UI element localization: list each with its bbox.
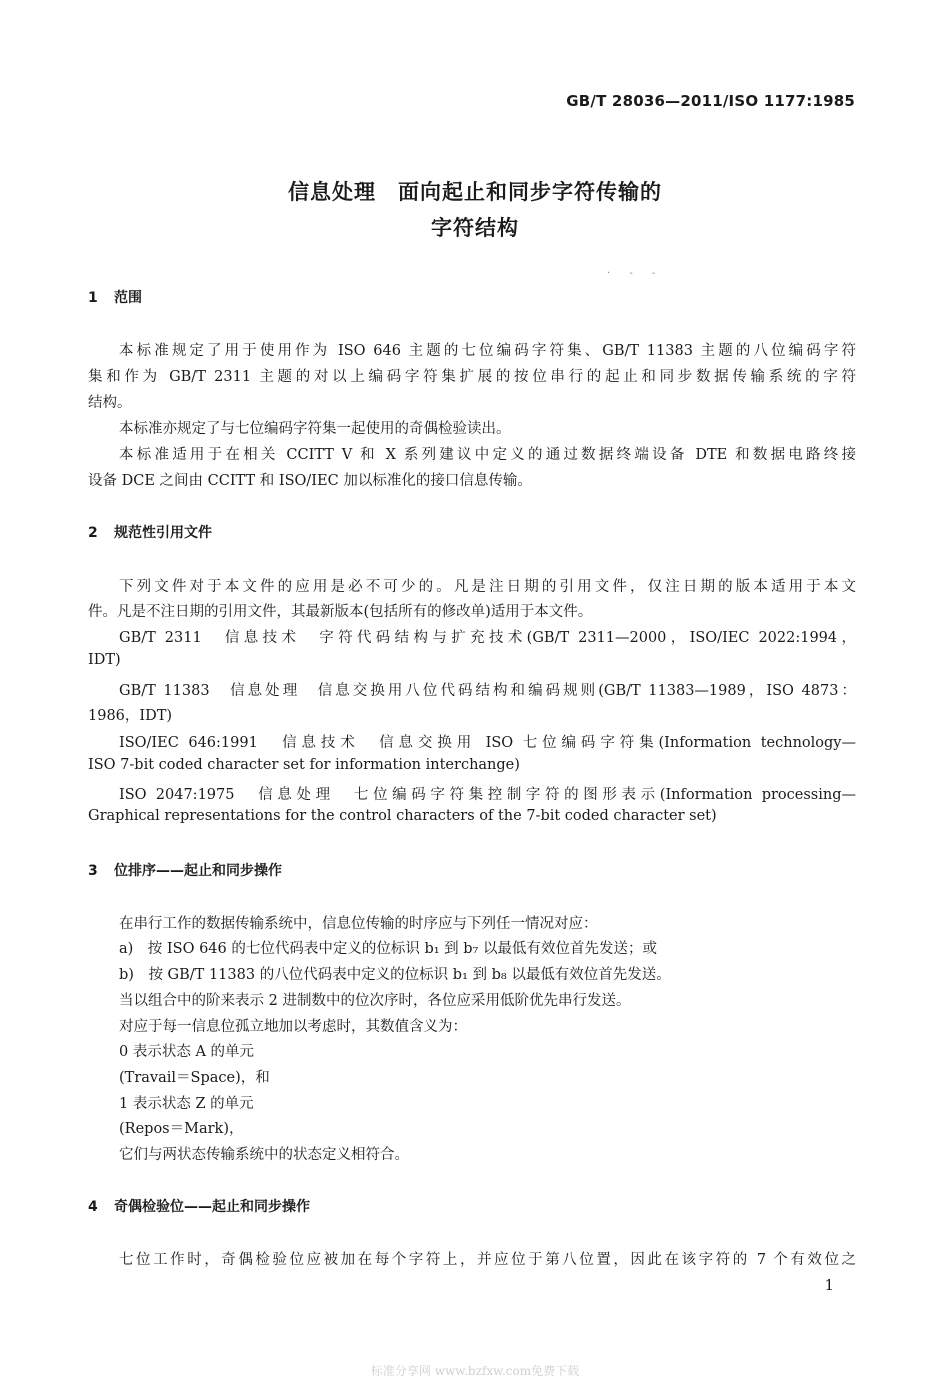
s3-line-5: 对应于每一信息位孤立地加以考虑时，其数值含义为： [119,1019,467,1035]
s4-line-1: 七位工作时，奇偶检验位应被加在每个字符上，并应位于第八位置，因此在该字符的 7 个有效位之 [119,1252,856,1268]
section-1-heading [88,287,142,307]
page-number: 1 [824,1276,834,1294]
title-line-1: 信息处理 面向起止和同步字符传输的 [288,180,662,204]
s3-item-b: b) 按 GB/T 11383 的八位代码表中定义的位标识 b₁ 到 b₈ 以最低有效位首先发送。 [119,967,671,983]
standard-number: GB/T 28036—2011/ISO 1177:1985 [566,92,855,110]
s1-line-5: 本标准适用于在相关 CCITT V 和 X 系列建议中定义的通过数据终端设备 DTE 和数据电路终接 [119,447,856,463]
s2-line-4: IDT) [88,652,121,668]
s2-line-10: Graphical representations for the control characters of the 7-bit coded character set) [88,808,717,824]
section-4-title: 奇偶检验位——起止和同步操作 [114,1199,310,1215]
s2-line-1: 下列文件对于本文件的应用是必不可少的。凡是注日期的引用文件，仅注日期的版本适用于本文 [119,579,856,595]
section-2-title: 规范性引用文件 [114,525,212,541]
footer-watermark: 标准分享网 www.bzfxw.com免费下载 [370,1364,580,1378]
s3-item-a: a) 按 ISO 646 的七位代码表中定义的位标识 b₁ 到 b₇ 以最低有效位首先发送；或 [119,941,657,957]
section-1-number: 1 [88,290,98,306]
s1-line-2: 集和作为 GB/T 2311 主题的对以上编码字符集扩展的按位串行的起止和同步数据传输系统的字符 [88,369,856,385]
s3-line-9: (Repos＝Mark)， [119,1121,244,1137]
s1-line-3: 结构。 [88,395,132,411]
s2-line-7: ISO/IEC 646:1991 信息技术 信息交换用 ISO 七位编码字符集(Information technology— [119,735,856,751]
section-3-heading [88,860,282,880]
section-4-number: 4 [88,1199,98,1215]
s3-line-6: 0 表示状态 A 的单元 [119,1044,255,1060]
s2-line-6: 1986，IDT) [88,708,173,724]
s3-line-7: (Travail＝Space)，和 [119,1070,270,1086]
section-3-title: 位排序——起止和同步操作 [114,863,282,879]
s2-line-2: 件。凡是不注日期的引用文件，其最新版本(包括所有的修改单)适用于本文件。 [88,604,593,620]
title-line-2: 字符结构 [431,216,519,240]
s2-line-3: GB/T 2311 信息技术 字符代码结构与扩充技术(GB/T 2311—2000，ISO/IEC 2022:1994， [119,630,856,646]
s1-line-6: 设备 DCE 之间由 CCITT 和 ISO/IEC 加以标准化的接口信息传输。 [88,473,532,489]
section-4-heading [88,1196,310,1216]
s1-line-4: 本标准亦规定了与七位编码字符集一起使用的奇偶检验读出。 [119,421,511,437]
section-2-heading [88,522,212,542]
s2-line-9: ISO 2047:1975 信息处理 七位编码字符集控制字符的图形表示(Information processing— [119,787,856,803]
s3-line-4: 当以组合中的阶来表示 2 进制数中的位次序时，各位应采用低阶优先串行发送。 [119,993,631,1009]
s3-line-8: 1 表示状态 Z 的单元 [119,1096,254,1112]
section-3-number: 3 [88,863,98,879]
section-1-title: 范围 [114,290,142,306]
s2-line-5: GB/T 11383 信息处理 信息交换用八位代码结构和编码规则(GB/T 11383—1989，ISO 4873： [119,683,856,699]
section-2-number: 2 [88,525,98,541]
scan-specks: · - - [607,268,664,279]
s1-line-1: 本标准规定了用于使用作为 ISO 646 主题的七位编码字符集、GB/T 11383 主题的八位编码字符 [119,343,856,359]
s3-line-10: 它们与两状态传输系统中的状态定义相符合。 [119,1147,409,1163]
s2-line-8: ISO 7-bit coded character set for information interchange) [88,757,520,773]
s3-line-1: 在串行工作的数据传输系统中，信息位传输的时序应与下列任一情况对应： [119,916,598,932]
